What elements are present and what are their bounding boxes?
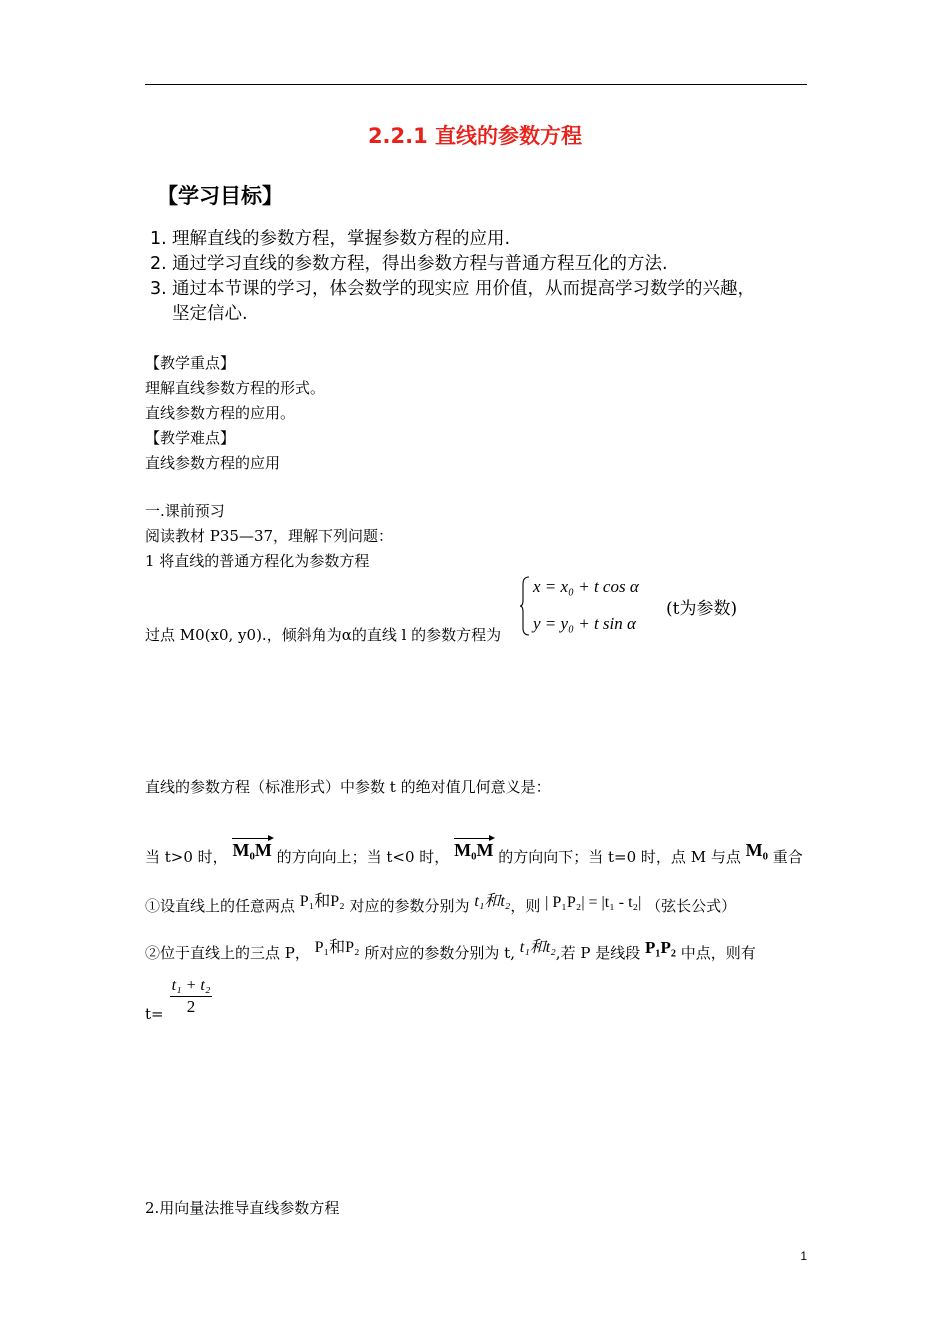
- objective-item-1: [150, 225, 510, 250]
- vector-m0m-2: M₀M: [454, 840, 494, 860]
- objectives-heading: 【学习目标】: [157, 184, 283, 208]
- key-point-1: 理解直线参数方程的形式。: [145, 379, 326, 397]
- item-2-params: t₁和t₂: [519, 939, 556, 956]
- item-2-part-a: ②位于直线上的三点 P，: [145, 944, 310, 962]
- objective-item-3-cont: [150, 300, 248, 325]
- item-1-part-a: ①设直线上的任意两点: [145, 897, 296, 915]
- page-number: 1: [800, 1249, 807, 1263]
- key-points-heading: 【教学重点】: [145, 354, 236, 372]
- objective-text: 通过学习直线的参数方程，得出参数方程与普通方程互化的方法.: [172, 254, 668, 274]
- objective-text: 坚定信心.: [172, 304, 248, 324]
- equation-y: y = y₀ + t sin α: [533, 614, 636, 633]
- equation-x: x = x₀ + t cos α: [533, 577, 639, 596]
- objective-item-3: [150, 275, 755, 300]
- difficult-point-1: 直线参数方程的应用: [145, 454, 281, 472]
- meaning-part-d: 重合: [772, 848, 803, 866]
- item-2-part-d: 中点，则有: [680, 944, 756, 962]
- segment-p1p2: P₁P₂: [644, 938, 676, 957]
- meaning-line: [145, 840, 803, 867]
- objective-item-2: [150, 250, 668, 275]
- item-1-part-d: （弦长公式）: [646, 897, 737, 915]
- objective-number: 2.: [150, 254, 167, 274]
- objective-text: 理解直线的参数方程，掌握参数方程的应用.: [172, 229, 511, 249]
- page-title: 2.2.1 直线的参数方程: [367, 124, 583, 148]
- item-1-part-b: 对应的参数分别为: [349, 897, 470, 915]
- objective-number: 1.: [150, 229, 167, 249]
- item-1-params: t₁和t₂: [474, 893, 511, 910]
- meaning-part-a: 当 t>0 时，: [145, 848, 228, 866]
- item-1-part-c: ，则: [510, 897, 541, 915]
- fraction-denominator: 2: [186, 997, 196, 1016]
- fraction-numerator: t₁ + t₂: [170, 977, 212, 997]
- brace-icon: [519, 576, 531, 636]
- parameter-note: (t为参数): [666, 599, 738, 619]
- header-rule: [145, 84, 807, 85]
- objective-text: 通过本节课的学习，体会数学的现实应 用价值，从而提高学习数学的兴趣，: [172, 279, 756, 299]
- question-2: 2.用向量法推导直线参数方程: [145, 1199, 340, 1217]
- chord-length-formula: | P₁P₂| = |t₁ - t₂|: [545, 894, 642, 911]
- question-1: 1 将直线的普通方程化为参数方程: [145, 552, 370, 570]
- difficult-points-heading: 【教学难点】: [145, 429, 236, 447]
- fraction: [170, 977, 212, 1017]
- preview-heading: 一.课前预习: [145, 502, 225, 520]
- result-prefix: t=: [145, 1005, 164, 1023]
- item-2-points: P₁和P₂: [314, 939, 360, 956]
- item-2: [145, 934, 756, 963]
- objective-number: 3.: [150, 279, 167, 299]
- item-2-part-c: ,若 P 是线段: [555, 944, 641, 962]
- item-1-points: P₁和P₂: [299, 893, 345, 910]
- question-1-line: 过点 M0(x0, y0).，倾斜角为α的直线 l 的参数方程为: [145, 626, 502, 644]
- meaning-part-b: 的方向向上；当 t<0 时，: [276, 848, 450, 866]
- key-point-2: 直线参数方程的应用。: [145, 404, 296, 422]
- item-2-part-b: 所对应的参数分别为 t,: [364, 944, 515, 962]
- meaning-question: 直线的参数方程（标准形式）中参数 t 的绝对值几何意义是：: [145, 778, 551, 796]
- meaning-part-c: 的方向向下；当 t=0 时，点 M 与点: [498, 848, 741, 866]
- item-1: [145, 888, 736, 916]
- preview-instruction: 阅读教材 P35—37，理解下列问题：: [145, 527, 394, 545]
- vector-m0m: M₀M: [232, 840, 272, 860]
- point-m0: M₀: [745, 840, 768, 860]
